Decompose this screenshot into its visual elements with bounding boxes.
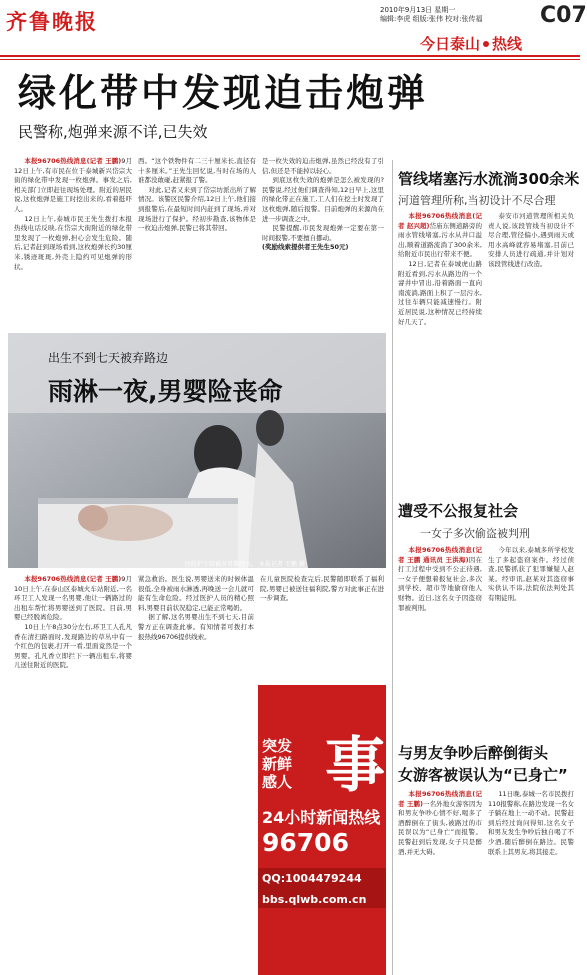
photo-caption: 医院护士给被弃男婴喂水。 本报记者 王鹏 摄: [185, 561, 305, 568]
lead-byline: 本报96706热线消息(记者 王鹏): [24, 157, 122, 165]
story3-headline-line1: 与男友争吵后醉倒街头: [398, 744, 549, 762]
column-divider: [392, 160, 393, 975]
paragraph: [488, 790, 574, 857]
photo-story-kicker: 出生不到七天被弃路边: [48, 351, 169, 365]
ad-word: 感人: [262, 773, 293, 791]
story3-col-a: [398, 790, 482, 972]
body-text: 11日晚,泰城一名市民拨打110报警称,在路边发现一名女子躺在地上一动不动。民警赶到后经过询问得知,这名女子和男友发生争吵后独自喝了不少酒,随后醉倒在路边。民警联系上其男友,将其接走。: [488, 790, 574, 856]
paragraph: [138, 157, 256, 186]
lead-byline: 本报96706热线消息(记者 赵兴超): [398, 212, 482, 230]
story1-col-a: [398, 212, 482, 492]
body-text: 因在打工过程中受到不公正待遇,一女子便想着报复社会,多次到学校、超市等地偷窃他人财物。近日,这名女子因盗窃罪被判刑。: [398, 555, 482, 612]
body-text: (奖励线索提供者王先生50元): [262, 243, 349, 252]
paragraph: [138, 186, 256, 234]
story3-headline-line2: 女游客被误认为“已身亡”: [398, 766, 568, 784]
paragraph: [14, 623, 132, 671]
ad-hotline-number: 96706: [262, 828, 349, 857]
body-text: 泰安市河道管理所相关负责人说,该段管线当初设计不尽合理,管径偏小,遇到雨天或用水高峰就容易堵塞,目前已安排人员进行疏通,并计划对该段管线进行改造。: [488, 212, 574, 268]
reward-note: [262, 243, 384, 253]
body-text: 12日上午,泰城市民王先生拨打本报热线电话反映,在岱宗大街附近的绿化带里发现了一枚炮弹,担心会发生危险。随后,记者赶到现场看到,这枚炮弹长约30厘米,锈迹斑斑,外壳上隐约可见炮弹的形状。: [14, 214, 132, 271]
story3-col-b: [488, 790, 574, 972]
ad-word: 新鲜: [262, 755, 293, 773]
date-editor-box: [380, 6, 483, 24]
paragraph: [14, 575, 132, 623]
body-text: 在儿童医院检查完后,民警随即联系了福利院,男婴已被送往福利院,警方对此事正在进一步调查。: [260, 575, 384, 603]
paragraph: [398, 546, 482, 613]
paragraph: [262, 224, 384, 243]
body-text: 到底这枚失效的炮弹是怎么被发现的?民警说,经过他们调查得知,12日早上,这里的绿化带正在施工,工人们在挖土时发现了这枚炮弹,随后报警。目前炮弹的来源尚在进一步调查之中。: [262, 176, 384, 223]
story1-subheadline: 河道管理所称,当初设计不尽合理: [398, 194, 556, 207]
paragraph: [260, 575, 384, 604]
issue-date: 2010年9月13日 星期一: [380, 6, 456, 14]
main-headline: 绿化带中发现迫击炮弹: [18, 71, 429, 115]
hospital-photo: [8, 333, 386, 568]
paragraph: [488, 212, 574, 270]
main-subheadline: 民警称,炮弹来源不详,已失效: [18, 123, 208, 141]
ad-hotline-label: 24小时新闻热线: [262, 808, 381, 827]
body-text: 12日,记者在泰城虎山路附近看到,污水从路边的一个窨井中冒出,沿着路面一直向南流淌,路面上积了一层污水,过往车辆只能减速慢行。附近居民说,这种情况已经持续好几天了。: [398, 259, 482, 326]
ad-word: 突发: [262, 737, 293, 755]
ad-website: bbs.qlwb.com.cn: [262, 893, 367, 906]
body-text: 民警提醒,市民发现炮弹一定要在第一时间报警,不要擅自挪动。: [262, 224, 384, 242]
story2-col-b: [488, 546, 574, 734]
photo-story-col-3: [260, 575, 384, 604]
section-name: 今日泰山: [420, 35, 481, 53]
story3-headline: [398, 742, 568, 786]
paragraph: [138, 575, 254, 613]
main-col-1: [14, 157, 132, 272]
ad-tagline: [262, 737, 292, 791]
ad-big-character: 事: [325, 731, 385, 801]
body-text: 9月12日上午,有市民在位于泰城新兴岱宗大街的绿化带中发现一枚炮弹。事发之后,相关部门立即赶往现场处理。附近的居民说,这枚炮弹是施工时挖出来的,看着挺吓人。: [14, 157, 132, 213]
body-text: 紧急救治。医生说,男婴送来的时候体温很低,全身被雨水淋透,再晚送一会儿就可能有生命危险。经过医护人员的精心照料,男婴目前状况稳定,已能正常喝奶。: [138, 575, 254, 612]
photo-story-col-1: [14, 575, 132, 970]
editor-credits: 编辑:李虎 组版:张伟 校对:张传福: [380, 15, 483, 23]
story1-col-b: [488, 212, 574, 492]
body-text: 岱庙东侧道路旁的雨水管线堵塞,污水从井口溢出,顺着道路流淌了300余米,给附近市民出行带来不便。: [398, 221, 483, 259]
story2-col-a: [398, 546, 482, 734]
story2-headline: 遭受不公报复社会: [398, 502, 519, 520]
main-col-3: [262, 157, 384, 253]
section-title: [420, 33, 522, 54]
body-text: 对此,记者又来到了岱宗坊派出所了解情况。该警区民警介绍,12日上午,他们接到报警后,在最短时间内赶到了现场,并对现场进行了保护。经初步勘查,该物体是一枚迫击炮弹,民警已将其带回。: [138, 185, 256, 233]
story1-headline: 管线堵塞污水流淌300余米: [398, 170, 580, 188]
paragraph: [14, 157, 132, 215]
header-rule-thin: [0, 59, 580, 60]
body-text: 9月10日上午,在泰山区泰城火车站附近,一名环卫工人发现一名男婴,他让一辆路过的出租车帮忙将男婴送到了医院。目前,男婴已经脱离危险。: [14, 575, 132, 622]
paragraph: [398, 212, 482, 260]
photo-story-headline: 雨淋一夜,男婴险丧命: [48, 377, 283, 406]
paragraph: [138, 613, 254, 642]
header-rule: [0, 55, 580, 57]
paragraph: [14, 215, 132, 273]
paragraph: [398, 790, 482, 857]
story2-subheadline: 一女子多次偷盗被判刑: [420, 527, 530, 540]
ad-qq: QQ:1004479244: [262, 872, 362, 885]
section-topic: 热线: [492, 35, 523, 53]
body-text: 是一枚失效的迫击炮弹,虽然已经没有了引信,但还是不能掉以轻心。: [262, 157, 384, 175]
bullet-dot-icon: [483, 41, 489, 47]
paragraph: [488, 546, 574, 604]
body-text: 10日上午8点30分左右,环卫工人孔凡香在清扫路面时,发现路边的草丛中有一个红色的包裹,打开一看,里面竟然是一个男婴。孔凡香立即拦下一辆出租车,将婴儿送往附近的医院。: [14, 622, 132, 670]
paragraph: [262, 157, 384, 176]
lead-byline: 本报96706热线消息(记者 王鹏): [398, 790, 482, 808]
paragraph: [398, 260, 482, 327]
body-text: 西。“这个铁物件有二三十厘米长,直径有十多厘米。”王先生回忆说,当时在场的人谁都没敢碰,赶紧报了警。: [138, 157, 256, 185]
body-text: 今年以来,泰城多所学校发生了多起盗窃案件。经过侦查,民警抓获了犯罪嫌疑人赵某。经审讯,赵某对其盗窃事实供认不讳,法院依法判处其有期徒刑。: [488, 546, 574, 602]
lead-byline: 本报96706热线消息(记者 王鹏): [24, 575, 122, 583]
body-text: 一名外地女游客因为和男友争吵心情不好,喝多了酒醉倒在了街头,被路过的市民误以为“已身亡”而报警。民警赶到后发现,女子只是醉酒,并无大碍。: [398, 799, 483, 856]
paragraph: [262, 176, 384, 224]
body-text: 据了解,这名男婴出生不到七天,目前警方正在调查此事。有知情者可拨打本报热线96706提供线索。: [138, 613, 254, 641]
lead-byline: 本报96706热线消息(记者 王鹏 通讯员 王洪海): [398, 546, 482, 564]
newspaper-logo: 齐鲁晚报: [6, 9, 98, 34]
photo-story-col-2: [138, 575, 254, 970]
main-col-2: [138, 157, 256, 234]
page-number: C07: [540, 3, 587, 28]
photo-block: [8, 333, 386, 568]
